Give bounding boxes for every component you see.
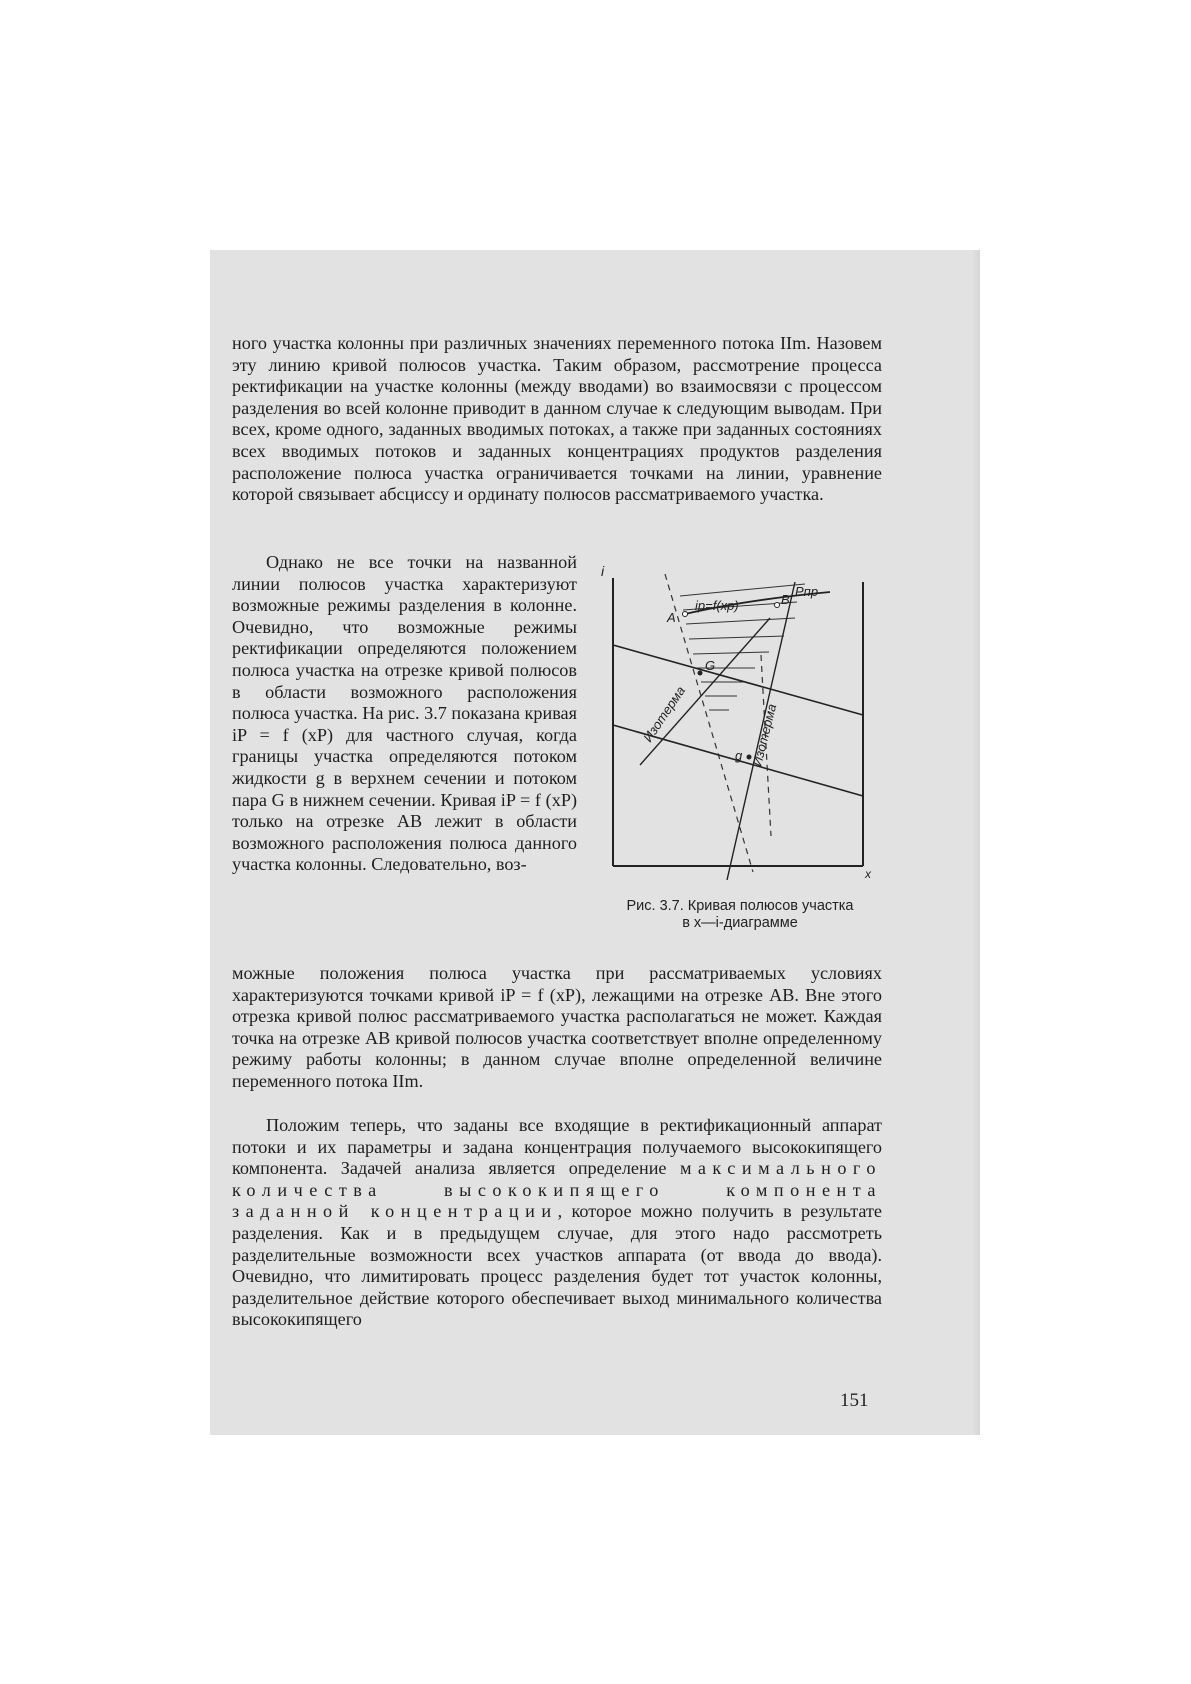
paragraph-4 (232, 1115, 882, 1331)
paragraph-1-text: ного участка колонны при различных значениях переменного потока IIm. Назовем эту линию кривой полюсов участка. Таким образом, рассмотрение процесса ректификации на участке колонны (между вводами) во взаимосвязи с процессом разделения во всей колонне приводит в данном случае к следующим выводам. При всех, кроме одного, заданных вводимых потоках, а также при заданных состояниях всех вводимых потоков и заданных концентрациях продуктов разделения расположение полюса участка ограничивается точками на линии, уравнение которой связывает абсциссу и ординату полюсов рассматриваемого участка. (232, 333, 882, 505)
pole-line-G (640, 618, 770, 765)
paragraph-4-part-2: , которое можно получить в результате разделения. Как и в предыдущем случае, для этого надо рассмотреть разделительные возможности всех участков аппарата (от ввода до ввода). Очевидно, что лимитировать процесс разделения будет тот участок колонны, разделительное действие которого обеспечивает выход минимального количества высококипящего (232, 1201, 882, 1330)
isotherm-label-2: Изотерма (749, 702, 780, 768)
paragraph-3 (232, 963, 882, 1093)
isotherm-line-1 (665, 574, 753, 872)
paragraph-4-spaced-emphasis: максимального количества высококипящего компонента заданной концентрации (232, 1158, 883, 1222)
paragraph-4-text (232, 1115, 882, 1331)
point-A (683, 612, 688, 617)
pole-curve-diagram (595, 560, 885, 900)
label-g: g (735, 748, 743, 763)
isotherm-label-1: Изотерма (640, 683, 689, 745)
curve-label: ip=f(xp) (695, 598, 739, 613)
label-A: A (667, 610, 676, 625)
paragraph-1 (232, 333, 882, 506)
point-B (775, 603, 780, 608)
page-number: 151 (840, 1390, 869, 1411)
label-Pnp: Pпр (795, 584, 819, 599)
figure-3-7 (595, 560, 885, 900)
label-G: G (705, 658, 716, 673)
axis-i-label: i (601, 563, 605, 579)
label-B: B (781, 592, 790, 607)
paragraph-2 (232, 552, 577, 876)
figure-caption (590, 898, 890, 932)
paragraph-4-part-1: Положим теперь, что заданы все входящие в ректификационный аппарат потоки и их параметры и задана концентрация получаемого высококипящего компонента. Задачей анализа является определение (232, 1115, 882, 1179)
caption-line-2: в x—i-диаграмме (682, 915, 798, 931)
paragraph-3-text: можные положения полюса участка при рассматриваемых условиях характеризуются точками кривой iP = f (xP), лежащими на отрезке AB. Вне этого отрезка кривой полюс рассматриваемого участка располагаться не может. Каждая точка на отрезке AB кривой полюсов участка соответствует вполне определенному режиму работы колонны; в данном случае вполне определенной величине переменного потока IIm. (232, 963, 882, 1091)
upper-operating-line (613, 645, 863, 715)
point-G (698, 671, 703, 676)
axis-x-label: x (865, 867, 871, 881)
paragraph-2-text: Однако не все точки на названной линии полюсов участка характеризуют возможные режимы разделения в колонне. Очевидно, что возможные режимы ректификации определяются положением полюса участка на отрезке кривой полюсов в области возможного расположения полюса участка. На рис. 3.7 показана кривая iP = f (xP) для частного случая, когда границы участка определяются потоком жидкости g в верхнем сечении и потоком пара G в нижнем сечении. Кривая iP = f (xP) только на отрезке AB лежит в области возможного расположения полюса данного участка колонны. Следовательно, воз- (232, 552, 577, 875)
caption-line-1: Рис. 3.7. Кривая полюсов участка (626, 898, 854, 914)
